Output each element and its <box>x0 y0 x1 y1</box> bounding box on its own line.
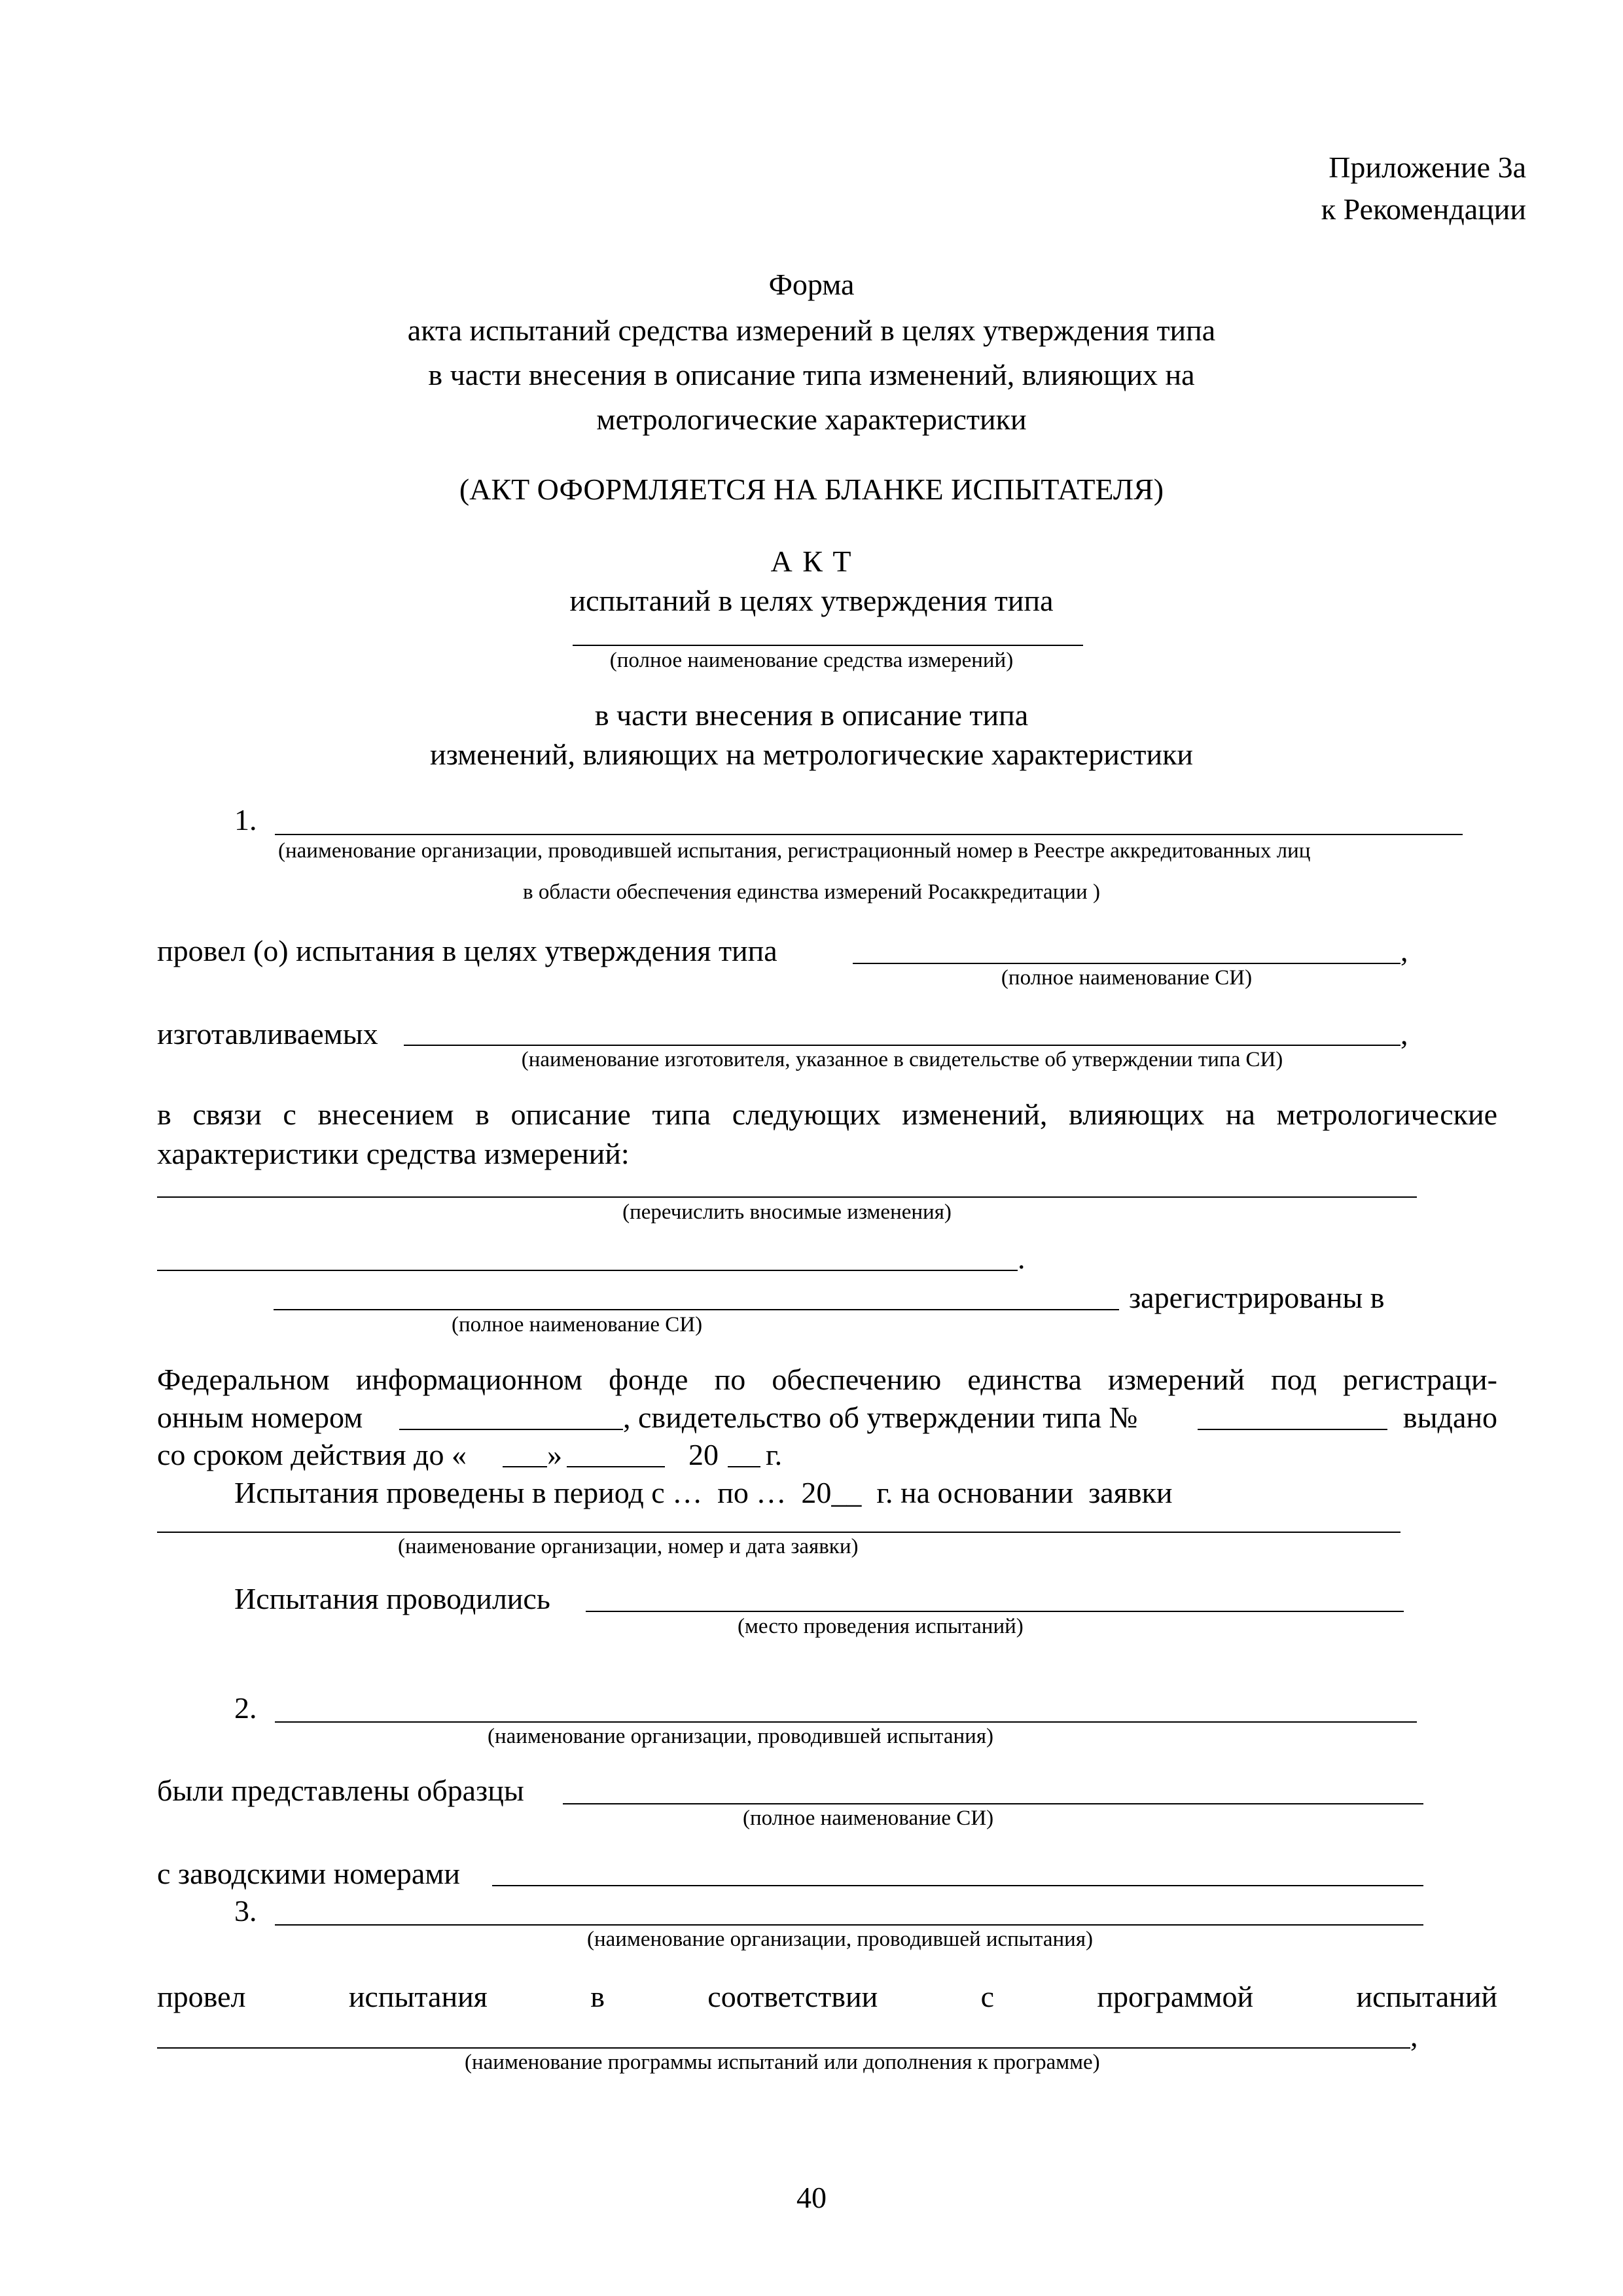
item1-org-hint: (наименование организации, проводившей испытания, регистрационный номер в Реестре аккредитованных лиц <box>278 839 1311 863</box>
si-name-hint: (полное наименование СИ) <box>1001 966 1253 990</box>
month-line[interactable] <box>567 1466 665 1467</box>
conducted-label: провел (о) испытания в целях утверждения типа <box>157 934 777 967</box>
page-number: 40 <box>796 2181 827 2214</box>
act-heading: А К Т <box>770 545 853 578</box>
program-word: в <box>590 1980 605 2013</box>
program-word: провел <box>157 1980 246 2013</box>
si-name-hint2: (полное наименование СИ) <box>452 1313 703 1336</box>
item3-number: 3. <box>234 1894 257 1928</box>
recommendation-label: к Рекомендации <box>1321 192 1526 226</box>
program-word: соответствии <box>707 1980 878 2013</box>
act-part-line1: в части внесения в описание типа <box>594 698 1029 732</box>
tests-place-hint: (место проведения испытаний) <box>738 1615 1024 1638</box>
act-subheading: испытаний в целях утверждения типа <box>569 584 1054 617</box>
item1-org-hint-line2: в области обеспечения единства измерений Росаккредитации ) <box>523 880 1100 904</box>
appendix-label: Приложение 3а <box>1329 151 1526 184</box>
registered-label: зарегистрированы в <box>1129 1281 1385 1314</box>
serials-line[interactable] <box>492 1885 1423 1886</box>
fund-text-line2b: , свидетельство об утверждении типа № <box>623 1401 1138 1434</box>
form-title-line4: метрологические характеристики <box>596 403 1027 436</box>
program-word: с <box>980 1980 994 2013</box>
si-full-name-line[interactable] <box>853 963 1400 964</box>
si-name-line[interactable] <box>573 645 1083 646</box>
changes-line[interactable] <box>157 1196 1417 1198</box>
certificate-number-line[interactable] <box>1198 1429 1387 1430</box>
application-hint: (наименование организации, номер и дата заявки) <box>398 1535 859 1558</box>
fund-text-line2a: онным номером <box>157 1401 363 1434</box>
period: . <box>1018 1242 1026 1275</box>
application-line[interactable] <box>157 1532 1400 1533</box>
tests-place-label: Испытания проводились <box>234 1582 550 1615</box>
tests-place-line[interactable] <box>586 1611 1404 1612</box>
samples-hint: (полное наименование СИ) <box>743 1806 994 1830</box>
tests-period-text: Испытания проведены в период с … по … 20__ г. на основании заявки <box>234 1476 1173 1509</box>
item3-org-hint: (наименование организации, проводившей испытания) <box>587 1928 1093 1951</box>
fund-text-line1: Федеральном информационном фонде по обеспечению единства измерений под регистраци- <box>157 1363 1497 1396</box>
item2-org-line[interactable] <box>275 1721 1417 1723</box>
registration-number-line[interactable] <box>399 1429 623 1430</box>
si-name-hint: (полное наименование средства измерений) <box>609 649 1014 672</box>
year-line[interactable] <box>728 1466 760 1467</box>
manufacturer-line[interactable] <box>404 1045 1400 1046</box>
form-title-line3: в части внесения в описание типа изменений, влияющих на <box>428 358 1195 391</box>
samples-line[interactable] <box>563 1803 1423 1804</box>
changes-text-line1: в связи с внесением в описание типа следующих изменений, влияющих на метрологические <box>157 1098 1497 1131</box>
act-part-line2: изменений, влияющих на метрологические характеристики <box>429 738 1194 771</box>
item1-org-line[interactable] <box>275 834 1463 835</box>
changes-hint: (перечислить вносимые изменения) <box>622 1200 952 1224</box>
form-title-line2: акта испытаний средства измерений в целях утверждения типа <box>407 314 1216 347</box>
program-text <box>157 1982 1497 2012</box>
program-line[interactable] <box>157 2047 1410 2049</box>
blank-note: (АКТ ОФОРМЛЯЕТСЯ НА БЛАНКЕ ИСПЫТАТЕЛЯ) <box>459 473 1164 506</box>
serials-label: с заводскими номерами <box>157 1857 461 1890</box>
changes-text-line2: характеристики средства измерений: <box>157 1137 630 1170</box>
fund-text-line2c: выдано <box>1402 1401 1497 1434</box>
si-name-line2[interactable] <box>274 1309 1119 1310</box>
item3-org-line[interactable] <box>275 1924 1423 1926</box>
comma: , <box>1400 1017 1408 1050</box>
item2-org-hint: (наименование организации, проводившей испытания) <box>488 1725 993 1748</box>
program-word: испытаний <box>1356 1980 1497 2013</box>
program-word: программой <box>1097 1980 1254 2013</box>
manufacturer-hint: (наименование изготовителя, указанное в свидетельстве об утверждении типа СИ) <box>521 1048 1283 1071</box>
program-word: испытания <box>348 1980 488 2013</box>
fund-text-line3c: 20 <box>688 1438 719 1471</box>
day-line[interactable] <box>503 1466 547 1467</box>
comma: , <box>1400 934 1408 967</box>
item2-number: 2. <box>234 1691 257 1725</box>
fund-text-line3a: со сроком действия до « <box>157 1438 467 1471</box>
item1-number: 1. <box>234 803 257 836</box>
program-hint: (наименование программы испытаний или дополнения к программе) <box>465 2051 1100 2074</box>
comma: , <box>1410 2019 1418 2053</box>
form-title: Форма <box>768 268 855 301</box>
fund-text-line3d: г. <box>766 1438 783 1471</box>
fund-text-line3b: » <box>547 1438 562 1471</box>
manufactured-label: изготавливаемых <box>157 1017 378 1050</box>
samples-label: были представлены образцы <box>157 1774 524 1807</box>
changes-line2[interactable] <box>157 1270 1018 1271</box>
